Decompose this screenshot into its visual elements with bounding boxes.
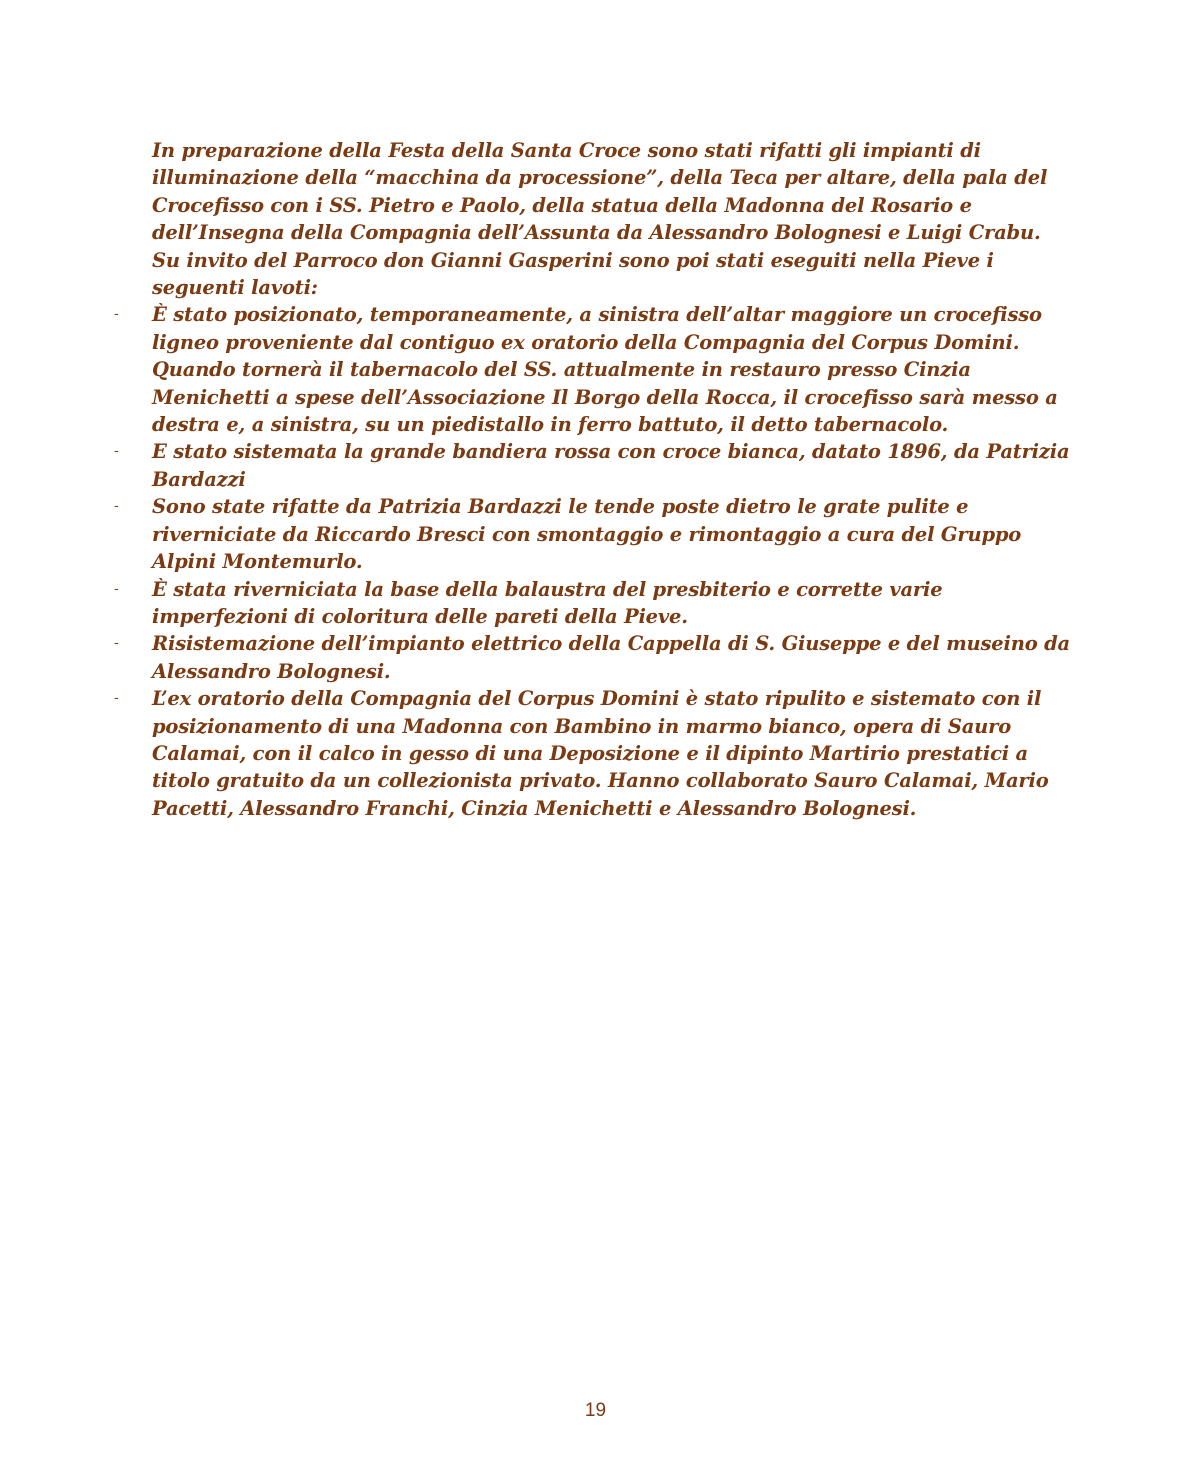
list-item — [114, 438, 1072, 493]
bullet-marker: - — [114, 444, 119, 460]
bullet-marker: - — [114, 499, 119, 515]
list-item-text: L’ex oratorio della Compagnia del Corpus Domini è stato ripulito e sistemato con il posizionamento di una Madonna con Bambino in marmo bianco, opera di Sauro Calamai, con il calco in gesso di una Deposizione e il dipinto Martirio prestatici a titolo gratuito da un collezionista privato. Hanno collaborato Sauro Calamai, Mario Pacetti, Alessandro Franchi, Cinzia Menichetti e Alessandro Bolognesi. — [152, 687, 1049, 820]
list-item — [114, 576, 1072, 631]
document-body — [114, 137, 1072, 822]
list-item — [114, 685, 1072, 822]
bullet-marker: - — [114, 307, 119, 323]
list-item — [114, 493, 1072, 575]
bullet-marker: - — [114, 581, 119, 597]
list-item — [114, 630, 1072, 685]
list-item-text: E stato sistemata la grande bandiera rossa con croce bianca, datato 1896, da Patrizia Bardazzi — [152, 440, 1070, 491]
list-item-text: È stato posizionato, temporaneamente, a sinistra dell’altar maggiore un crocefisso ligneo proveniente dal contiguo ex oratorio della Compagnia del Corpus Domini. Quando tornerà il tabernacolo del SS. attualmente in restauro presso Cinzia Menichetti a spese dell’Associazione Il Borgo della Rocca, il crocefisso sarà messo a destra e, a sinistra, su un piedistallo in ferro battuto, il detto tabernacolo. — [152, 303, 1058, 437]
list-item-text: È stata riverniciata la base della balaustra del presbiterio e corrette varie imperfezioni di coloritura delle pareti della Pieve. — [152, 577, 943, 628]
page-number: 19 — [584, 1400, 607, 1421]
intro-paragraph: In preparazione della Festa della Santa Croce sono stati rifatti gli impianti di illuminazione della “macchina da processione”, della Teca per altare, della pala del Crocefisso con i SS. Pietro e Paolo, della statua della Madonna del Rosario e dell’Insegna della Compagnia dell’Assunta da Alessandro Bolognesi e Luigi Crabu. Su invito del Parroco don Gianni Gasperini sono poi stati eseguiti nella Pieve i seguenti lavoti: — [152, 139, 1048, 300]
bullet-marker: - — [114, 636, 119, 652]
list-item-text: Sono state rifatte da Patrizia Bardazzi le tende poste dietro le grate pulite e riverniciate da Riccardo Bresci con smontaggio e rimontaggio a cura del Gruppo Alpini Montemurlo. — [152, 495, 1022, 574]
list-item — [114, 301, 1072, 438]
work-list — [114, 301, 1072, 822]
bullet-marker: - — [114, 691, 119, 707]
list-item-text: Risistemazione dell’impianto elettrico della Cappella di S. Giuseppe e del museino da Alessandro Bolognesi. — [152, 632, 1070, 683]
